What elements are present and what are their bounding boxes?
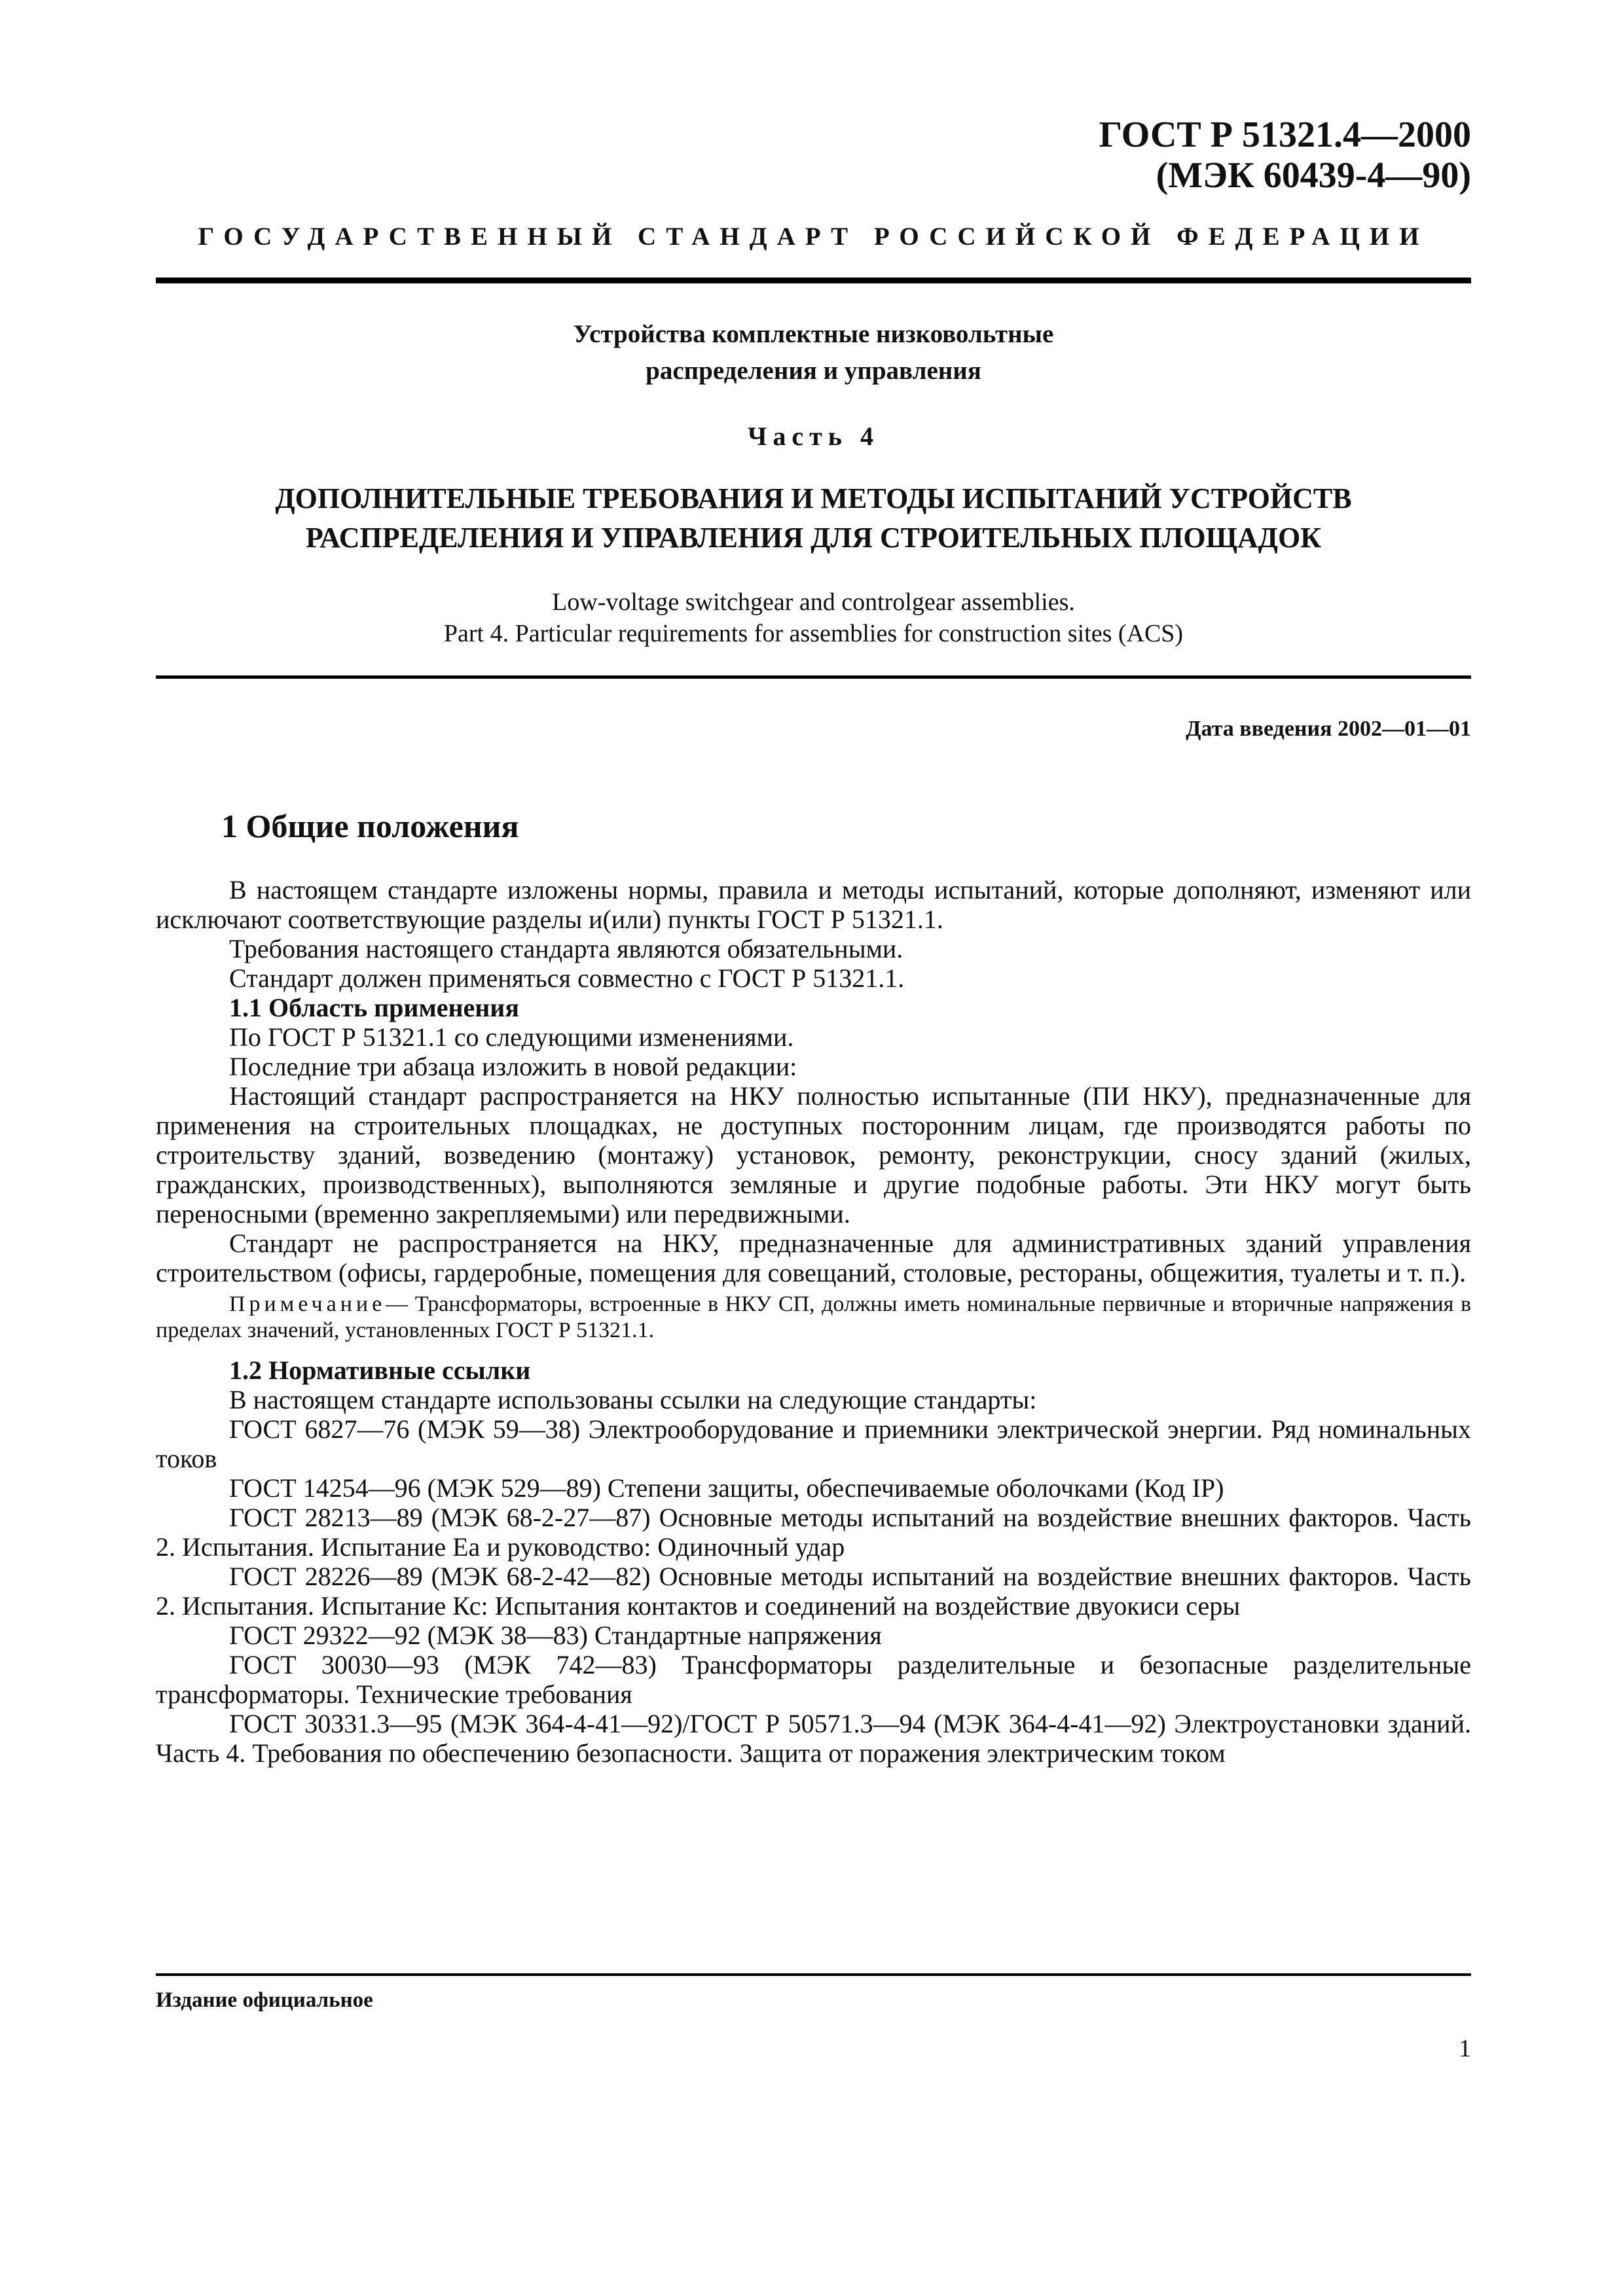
paragraph: Требования настоящего стандарта являются обязательными. [229,934,903,963]
header-divider [156,278,1471,283]
subject-line-1: Устройства комплектные низковольтные [573,320,1054,348]
paragraph: Последние три абзаца изложить в новой редакции: [229,1052,797,1081]
standard-number: ГОСТ Р 51321.4—2000 [1099,115,1471,155]
note-label: Примечание [229,1292,386,1316]
reference-item: ГОСТ 28213—89 (МЭК 68-2-27—87) Основные методы испытаний на воздействие внешних факторов. Часть 2. Испытания. Испытание Еа и руководство: Одиночный удар [156,1503,1471,1562]
reference-item: ГОСТ 30030—93 (МЭК 742—83) Трансформаторы разделительные и безопасные разделительные трансформаторы. Технические требования [156,1650,1471,1709]
english-title-line-2: Part 4. Particular requirements for assemblies for construction sites (ACS) [443,620,1184,647]
part-label: Часть 4 [748,422,879,451]
subject-title [156,316,1471,389]
english-title [156,586,1471,649]
state-standard-title: ГОСУДАРСТВЕННЫЙ СТАНДАРТ РОССИЙСКОЙ ФЕДЕРАЦИИ [198,223,1429,251]
document-title [156,479,1471,558]
paragraph: Стандарт должен применяться совместно с ГОСТ Р 51321.1. [229,963,905,993]
reference-item: ГОСТ 30331.3—95 (МЭК 364-4-41—92)/ГОСТ Р 50571.3—94 (МЭК 364-4-41—92) Электроустановки зданий. Часть 4. Требования по обеспечению безопасности. Защита от поражения электрическим током [156,1709,1471,1768]
paragraph: В настоящем стандарте использованы ссылки на следующие стандарты: [229,1385,1037,1414]
note-text: — Трансформаторы, встроенные в НКУ СП, должны иметь номинальные первичные и вторичные напряжения в пределах значений, установленных ГОСТ Р 51321.1. [156,1292,1471,1342]
subsection-heading: 1.1 Область применения [229,993,519,1022]
note [156,1291,1471,1344]
document-title-line-2: РАСПРЕДЕЛЕНИЯ И УПРАВЛЕНИЯ ДЛЯ СТРОИТЕЛЬНЫХ ПЛОЩАДОК [305,522,1322,554]
page-number: 1 [1459,2035,1471,2062]
paragraph: В настоящем стандарте изложены нормы, правила и методы испытаний, которые дополняют, изменяют или исключают соответствующие разделы и(или) пункты ГОСТ Р 51321.1. [156,875,1471,934]
reference-item: ГОСТ 28226—89 (МЭК 68-2-42—82) Основные методы испытаний на воздействие внешних факторов. Часть 2. Испытания. Испытание Кс: Испытания контактов и соединений на воздействие двуокиси серы [156,1562,1471,1621]
section-heading: 1 Общие положения [221,808,519,844]
paragraph: Стандарт не распространяется на НКУ, предназначенные для административных зданий управления строительством (офисы, гардеробные, помещения для совещаний, столовые, рестораны, общежития, туалеты и т. п.). [156,1229,1471,1287]
official-edition-label: Издание официальное [156,1988,373,2012]
standard-designation-block [156,115,1471,196]
subject-line-2: распределения и управления [646,357,981,385]
title-divider [156,675,1471,679]
footer-divider [156,1973,1471,1976]
reference-item: ГОСТ 29322—92 (МЭК 38—83) Стандартные напряжения [229,1621,882,1650]
reference-item: ГОСТ 6827—76 (МЭК 59—38) Электрооборудование и приемники электрической энергии. Ряд номинальных токов [156,1414,1471,1473]
iec-equivalent: (МЭК 60439-4—90) [1156,155,1471,196]
paragraph: Настоящий стандарт распространяется на НКУ полностью испытанные (ПИ НКУ), предназначенные для применения на строительных площадках, не доступных посторонним лицам, где производятся работы по строительству зданий, возведению (монтажу) установок, ремонту, реконструкции, сносу зданий (жилых, гражданских, производственных), выполняются земляные и другие подобные работы. Эти НКУ могут быть переносными (временно закрепляемыми) или передвижными. [156,1081,1471,1229]
introduction-date: Дата введения 2002—01—01 [1186,717,1471,741]
subsection-heading: 1.2 Нормативные ссылки [229,1355,531,1385]
reference-item: ГОСТ 14254—96 (МЭК 529—89) Степени защиты, обеспечиваемые оболочками (Код IP) [229,1473,1224,1503]
document-title-line-1: ДОПОЛНИТЕЛЬНЫЕ ТРЕБОВАНИЯ И МЕТОДЫ ИСПЫТАНИЙ УСТРОЙСТВ [275,482,1352,514]
english-title-line-1: Low-voltage switchgear and controlgear assemblies. [552,588,1075,616]
paragraph: По ГОСТ Р 51321.1 со следующими изменениями. [229,1022,794,1052]
section-body [156,875,1471,1768]
